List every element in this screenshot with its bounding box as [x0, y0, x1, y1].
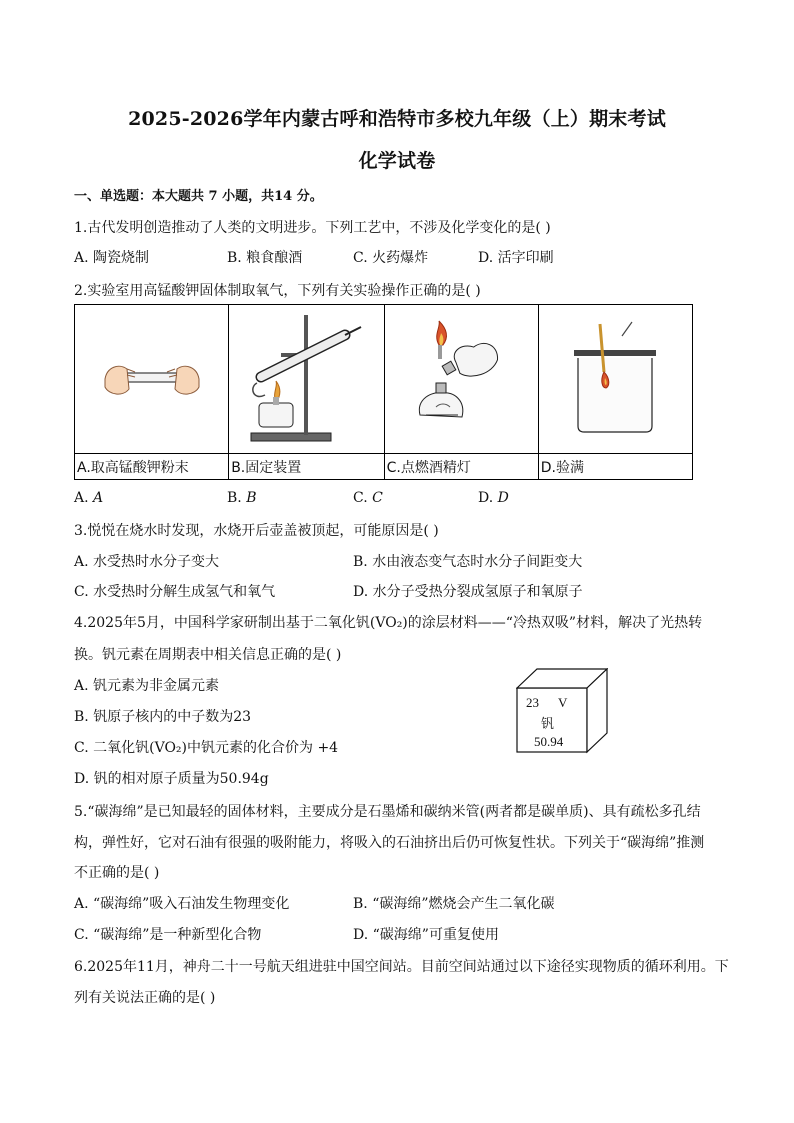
question-1-stem: 1.古代发明创造推动了人类的文明进步。下列工艺中，不涉及化学变化的是( ) [74, 220, 551, 236]
q1-option-c[interactable]: C. 火药爆炸 [353, 250, 429, 266]
q2-figure-c [384, 305, 538, 454]
q2-option-a[interactable] [74, 489, 103, 507]
q2-option-d-letter: D. [478, 490, 494, 506]
question-5-stem-line3: 不正确的是( ) [74, 865, 160, 881]
q3-option-b[interactable]: B. 水由液态变气态时水分子间距变大 [353, 554, 583, 570]
q2-option-b-value: B [246, 490, 257, 506]
q2-caption-a: A.取高锰酸钾粉末 [75, 454, 229, 480]
q5-option-b[interactable]: B. “碳海绵”燃烧会产生二氧化碳 [353, 896, 555, 912]
iron-stand-apparatus-icon [241, 309, 371, 449]
q3-option-a[interactable]: A. 水受热时水分子变大 [74, 554, 220, 570]
q5-option-a[interactable]: A. “碳海绵”吸入石油发生物理变化 [74, 896, 290, 912]
q3-option-d[interactable]: D. 水分子受热分裂成氢原子和氧原子 [353, 584, 583, 600]
q4-option-d[interactable]: D. 钒的相对原子质量为50.94g [74, 771, 269, 787]
question-3-stem: 3.悦悦在烧水时发现，水烧开后壶盖被顶起，可能原因是( ) [74, 523, 439, 539]
exam-title: 2025-2026学年内蒙古呼和浩特市多校九年级（上）期末考试 [128, 108, 666, 130]
element-atomic-number: 23 [526, 695, 539, 710]
q2-caption-d: D.验满 [538, 454, 692, 480]
section-heading: 一、单选题：本大题共 7 小题，共14 分。 [74, 189, 323, 204]
q2-option-a-value: A [93, 490, 104, 506]
q3-option-c[interactable]: C. 水受热时分解生成氢气和氧气 [74, 584, 276, 600]
gas-jar-splint-icon [560, 314, 670, 444]
element-symbol: V [558, 695, 568, 710]
question-6-stem-line1: 6.2025年11月，神舟二十一号航天组进驻中国空间站。目前空间站通过以下途径实现物质的循环利用。下 [74, 959, 729, 975]
periodic-element-card [516, 668, 608, 754]
question-5-stem-line2: 构，弹性好，它对石油有很强的吸附能力，将吸入的石油挤出后仍可恢复性状。下列关于“碳海绵”推测 [74, 835, 705, 851]
q4-option-b[interactable]: B. 钒原子核内的中子数为23 [74, 709, 252, 725]
q2-figure-d [538, 305, 692, 454]
element-name: 钒 [541, 717, 555, 732]
q2-caption-c: C.点燃酒精灯 [384, 454, 538, 480]
alcohol-lamp-lighting-icon [406, 319, 516, 439]
question-4-stem-line1: 4.2025年5月，中国科学家研制出基于二氧化钒(VO₂)的涂层材料——“冷热双吸”材料，解决了光热转 [74, 615, 703, 631]
question-6-stem-line2: 列有关说法正确的是( ) [74, 990, 216, 1006]
element-atomic-mass: 50.94 [534, 734, 564, 749]
q2-option-c-value: C [372, 490, 383, 506]
q1-option-a[interactable]: A. 陶瓷烧制 [74, 250, 150, 266]
q2-figure-a [75, 305, 229, 454]
exam-subtitle: 化学试卷 [358, 150, 436, 172]
q2-option-c[interactable] [353, 489, 383, 507]
q2-option-c-letter: C. [353, 490, 368, 506]
q5-option-c[interactable]: C. “碳海绵”是一种新型化合物 [74, 927, 262, 943]
q1-option-b[interactable]: B. 粮食酿酒 [227, 250, 303, 266]
q4-option-c[interactable]: C. 二氧化钒(VO₂)中钒元素的化合价为 +4 [74, 740, 339, 756]
q1-option-d[interactable]: D. 活字印刷 [478, 250, 554, 266]
q2-figure-table [74, 304, 693, 480]
q2-figure-b [229, 305, 384, 454]
q2-option-d-value: D [497, 490, 509, 506]
q2-option-b[interactable] [227, 489, 257, 507]
question-4-stem-line2: 换。钒元素在周期表中相关信息正确的是( ) [74, 647, 342, 663]
q4-option-a[interactable]: A. 钒元素为非金属元素 [74, 678, 220, 694]
q2-option-b-letter: B. [227, 490, 242, 506]
q2-option-a-letter: A. [74, 490, 89, 506]
question-2-stem: 2.实验室用高锰酸钾固体制取氧气，下列有关实验操作正确的是( ) [74, 283, 481, 299]
q2-option-d[interactable] [478, 489, 509, 507]
q5-option-d[interactable]: D. “碳海绵”可重复使用 [353, 927, 499, 943]
question-5-stem-line1: 5.“碳海绵”是已知最轻的固体材料，主要成分是石墨烯和碳纳米管(两者都是碳单质)、具有疏松多孔结 [74, 804, 701, 820]
q2-caption-b: B.固定装置 [229, 454, 384, 480]
hands-test-tube-icon [97, 339, 207, 419]
